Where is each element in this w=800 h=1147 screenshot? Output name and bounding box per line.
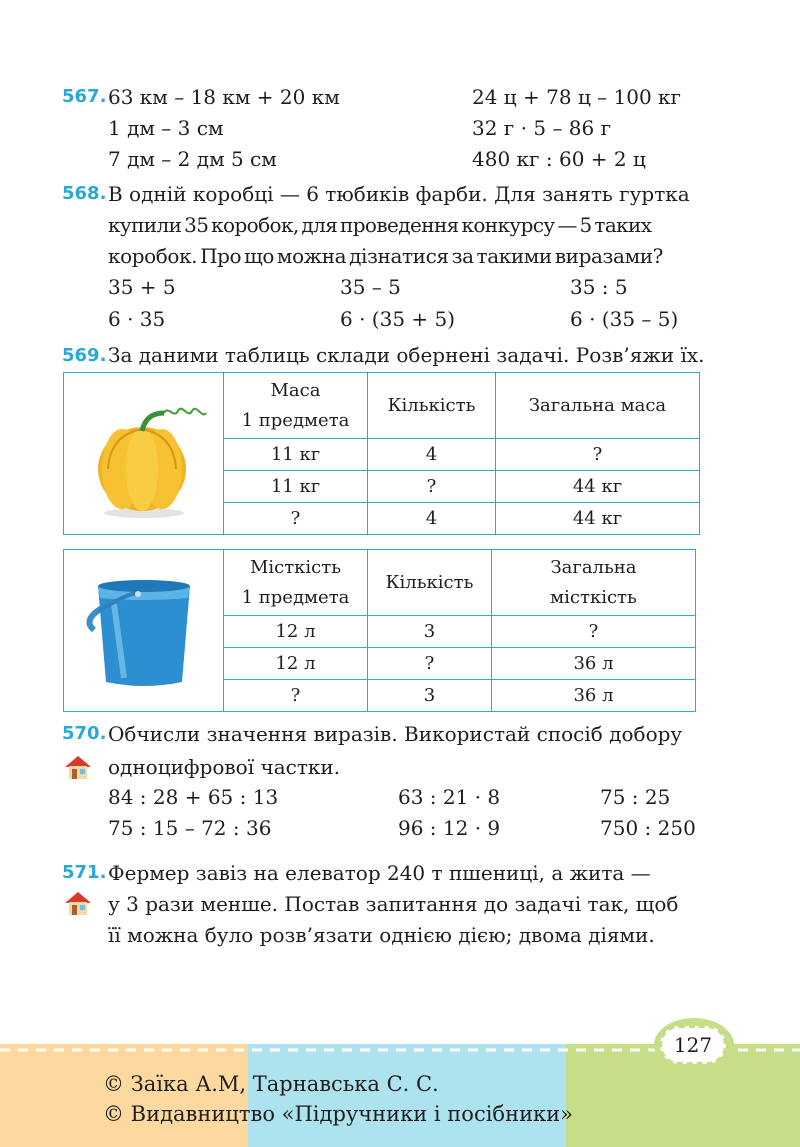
- problem-text-line: Обчисли значення виразів. Використай спосіб добору: [108, 722, 683, 746]
- table-cell: ?: [492, 616, 696, 648]
- copyright-authors: © Заїка А.М, Тарнавська С. С.: [103, 1072, 439, 1096]
- expression: 96 : 12 · 9: [398, 816, 501, 840]
- header-cell: Загальна маса: [496, 373, 700, 439]
- expression: 6 · (35 – 5): [570, 307, 679, 331]
- problem-text-line: одноцифрової частки.: [108, 755, 341, 779]
- problem-text-line: купили 35 коробок, для проведення конкурсу — 5 таких: [108, 213, 652, 237]
- expression: 6 · (35 + 5): [340, 307, 456, 331]
- page-number: 127: [673, 1033, 713, 1057]
- bucket-image: [64, 550, 224, 712]
- table-cell: ?: [368, 648, 492, 680]
- pumpkin-icon: [64, 373, 224, 529]
- bucket-icon: [64, 550, 224, 706]
- table-cell: 36 л: [492, 648, 696, 680]
- problem-text-line: За даними таблиць склади обернені задачі. Розв’яжи їх.: [108, 343, 705, 367]
- problem-text-line: коробок. Про що можна дізнатися за такими виразами?: [108, 244, 663, 268]
- header-cell: Загальна місткість: [492, 550, 696, 616]
- table-cell: 4: [368, 439, 496, 471]
- exercise-number: 571.: [62, 862, 107, 883]
- expression: 1 дм – 3 см: [108, 116, 224, 140]
- exercise-number: 569.: [62, 345, 107, 366]
- table-cell: 36 л: [492, 680, 696, 712]
- pumpkin-image: [64, 373, 224, 535]
- expression: 75 : 15 – 72 : 36: [108, 816, 272, 840]
- table-cell: ?: [496, 439, 700, 471]
- expression: 6 · 35: [108, 307, 166, 331]
- problem-text-line: у 3 рази менше. Постав запитання до задачі так, щоб: [108, 892, 679, 916]
- exercise-number: 568.: [62, 183, 107, 204]
- table-cell: 44 кг: [496, 471, 700, 503]
- table-cell: 12 л: [224, 648, 368, 680]
- table-cell: ?: [368, 471, 496, 503]
- expression: 32 г · 5 – 86 г: [472, 116, 612, 140]
- expression: 35 : 5: [570, 275, 628, 299]
- expression: 480 кг : 60 + 2 ц: [472, 147, 646, 171]
- exercise-number: 570.: [62, 723, 107, 744]
- expression: 7 дм – 2 дм 5 см: [108, 147, 277, 171]
- header-cell: Місткість 1 предмета: [224, 550, 368, 616]
- expression: 63 км – 18 км + 20 км: [108, 85, 340, 109]
- table-cell: ?: [224, 503, 368, 535]
- table-cell: 3: [368, 616, 492, 648]
- table-cell: 4: [368, 503, 496, 535]
- header-cell: Маса 1 предмета: [224, 373, 368, 439]
- home-task-icon: [63, 890, 93, 916]
- exercise-number: 567.: [62, 86, 107, 107]
- table-cell: 11 кг: [224, 471, 368, 503]
- header-cell: Кількість: [368, 373, 496, 439]
- problem-text-line: Фермер завіз на елеватор 240 т пшениці, а жита —: [108, 861, 651, 885]
- expression: 750 : 250: [600, 816, 696, 840]
- table-cell: 44 кг: [496, 503, 700, 535]
- table-cell: ?: [224, 680, 368, 712]
- table-cell: 11 кг: [224, 439, 368, 471]
- table-cell: 3: [368, 680, 492, 712]
- problem-text-line: її можна було розв’язати однією дією; двома діями.: [108, 923, 655, 947]
- header-cell: Кількість: [368, 550, 492, 616]
- expression: 24 ц + 78 ц – 100 кг: [472, 85, 682, 109]
- expression: 35 – 5: [340, 275, 401, 299]
- expression: 75 : 25: [600, 785, 671, 809]
- table-cell: 12 л: [224, 616, 368, 648]
- copyright-publisher: © Видавництво «Підручники і посібники»: [103, 1102, 574, 1126]
- expression: 63 : 21 · 8: [398, 785, 501, 809]
- home-task-icon: [63, 754, 93, 780]
- mass-table: [63, 372, 700, 535]
- capacity-table: [63, 549, 696, 712]
- expression: 84 : 28 + 65 : 13: [108, 785, 279, 809]
- problem-text-line: В одній коробці — 6 тюбиків фарби. Для занять гуртка: [108, 182, 690, 206]
- expression: 35 + 5: [108, 275, 176, 299]
